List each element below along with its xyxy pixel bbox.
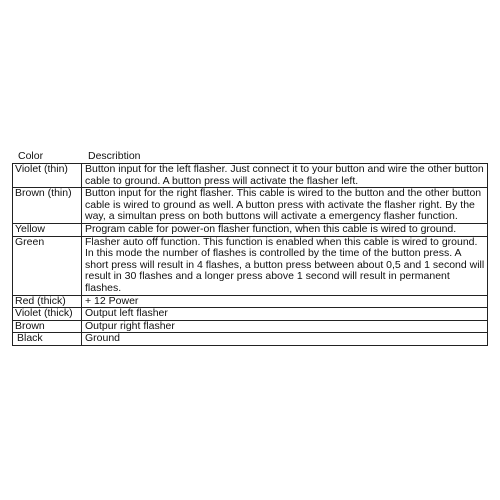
table-row [13,333,488,346]
row-description-green: Flasher auto off function. This function is enabled when this cable is wired to ground. In this mode the number of flashes is controlled by the time of the button press. A short press will result in 4 flashes, a button press between about 0,5 and 1 second will result in 30 flashes and a longer press above 1 second will result in permanent flashes. [82,236,488,295]
row-color-yellow: Yellow [13,223,82,236]
table-header [12,150,488,163]
table-row [13,223,488,236]
row-color-red-thick: Red (thick) [13,295,82,308]
row-color-black: Black [13,333,82,346]
table-row [13,295,488,308]
row-color-violet-thin: Violet (thin) [13,164,82,188]
header-color: Color [18,150,44,162]
table-row [13,188,488,224]
table-row [13,236,488,295]
row-description-violet-thin: Button input for the left flasher. Just connect it to your button and wire the other button cable to ground. A button press will activate the flasher left. [82,164,488,188]
row-color-green: Green [13,236,82,295]
row-description-yellow: Program cable for power-on flasher function, when this cable is wired to ground. [82,223,488,236]
row-description-brown-thin: Button input for the right flasher. This cable is wired to the button and the other button cable is wired to ground as well. A button press with activate the flasher right. By the way, a simultan press on both buttons will activate a emergency flasher function. [82,188,488,224]
table-row [13,308,488,321]
row-color-violet-thick: Violet (thick) [13,308,82,321]
table-row [13,164,488,188]
row-color-brown: Brown [13,320,82,333]
row-color-brown-thin: Brown (thin) [13,188,82,224]
row-description-brown: Outpur right flasher [82,320,488,333]
wire-color-document [12,150,488,346]
table-row [13,320,488,333]
wire-table [12,163,488,346]
row-description-red-thick: + 12 Power [82,295,488,308]
header-description: Describtion [88,150,141,162]
row-description-violet-thick: Output left flasher [82,308,488,321]
row-description-black: Ground [82,333,488,346]
